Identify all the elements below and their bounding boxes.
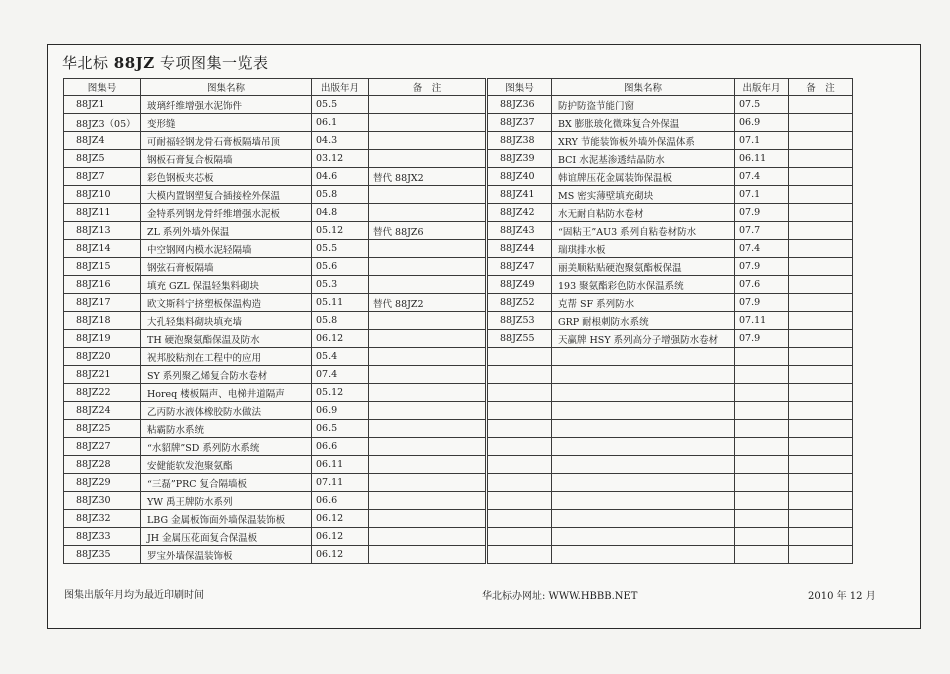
table-row <box>64 96 486 114</box>
column-header-name: 图集名称 <box>141 79 312 96</box>
cell-name: MS 密实薄壁填充砌块 <box>552 186 735 204</box>
table-row <box>64 276 486 294</box>
cell-name <box>552 510 735 528</box>
table-row <box>64 492 486 510</box>
cell-name: 祝邦胶粘剂在工程中的应用 <box>141 348 312 366</box>
cell-note <box>369 312 486 330</box>
table-row <box>64 438 486 456</box>
cell-name <box>552 438 735 456</box>
cell-name: 中空钢网内模水泥轻隔墙 <box>141 240 312 258</box>
table-row <box>64 402 486 420</box>
cell-year: 06.5 <box>312 420 369 438</box>
table-row <box>488 510 853 528</box>
cell-note <box>369 276 486 294</box>
cell-code: 88JZ39 <box>488 150 552 168</box>
cell-year: 06.12 <box>312 528 369 546</box>
cell-note <box>789 384 853 402</box>
cell-note <box>369 456 486 474</box>
cell-name: BCI 水泥基渗透结晶防水 <box>552 150 735 168</box>
cell-code: 88JZ20 <box>64 348 141 366</box>
table-row <box>488 456 853 474</box>
cell-name: BX 膨胀玻化微珠复合外保温 <box>552 114 735 132</box>
cell-year: 06.12 <box>312 510 369 528</box>
table-row <box>64 420 486 438</box>
cell-year: 06.12 <box>312 330 369 348</box>
table-row <box>64 366 486 384</box>
table-row <box>64 528 486 546</box>
cell-name <box>552 474 735 492</box>
cell-note: 替代 88JX2 <box>369 168 486 186</box>
cell-year: 05.11 <box>312 294 369 312</box>
cell-note <box>789 510 853 528</box>
cell-note <box>789 186 853 204</box>
cell-note <box>369 492 486 510</box>
cell-name: 克帮 SF 系列防水 <box>552 294 735 312</box>
cell-code <box>488 492 552 510</box>
cell-name: 钢板石膏复合板隔墙 <box>141 150 312 168</box>
table-header-row <box>64 79 486 96</box>
cell-note <box>369 384 486 402</box>
cell-code: 88JZ13 <box>64 222 141 240</box>
cell-year: 06.11 <box>735 150 789 168</box>
cell-name: 193 聚氨酯彩色防水保温系统 <box>552 276 735 294</box>
table-row <box>64 168 486 186</box>
cell-note <box>789 258 853 276</box>
cell-note <box>369 546 486 564</box>
cell-year <box>735 456 789 474</box>
cell-note <box>789 150 853 168</box>
cell-year <box>735 510 789 528</box>
cell-year: 06.6 <box>312 492 369 510</box>
cell-name <box>552 492 735 510</box>
cell-note <box>789 366 853 384</box>
cell-code: 88JZ41 <box>488 186 552 204</box>
cell-name: 大孔轻集料砌块填充墙 <box>141 312 312 330</box>
table-row <box>64 330 486 348</box>
cell-year: 07.11 <box>735 312 789 330</box>
footer-website: 华北标办网址: WWW.HBBB.NET <box>482 591 638 602</box>
cell-year: 05.6 <box>312 258 369 276</box>
cell-name: 丽美顺粘贴硬泡聚氨酯板保温 <box>552 258 735 276</box>
table-row <box>488 366 853 384</box>
cell-note <box>369 150 486 168</box>
cell-year: 06.12 <box>312 546 369 564</box>
cell-code: 88JZ52 <box>488 294 552 312</box>
cell-name: 粘霸防水系统 <box>141 420 312 438</box>
table-row <box>64 186 486 204</box>
cell-year: 07.11 <box>312 474 369 492</box>
cell-year: 07.1 <box>735 132 789 150</box>
left-table-body <box>64 96 486 564</box>
cell-code: 88JZ1 <box>64 96 141 114</box>
cell-note <box>789 240 853 258</box>
cell-year <box>735 348 789 366</box>
table-row <box>64 294 486 312</box>
table-row <box>488 240 853 258</box>
cell-code: 88JZ3（05） <box>64 114 141 132</box>
cell-note <box>369 240 486 258</box>
cell-name <box>552 528 735 546</box>
cell-name: LBG 金属板饰面外墙保温装饰板 <box>141 510 312 528</box>
cell-year <box>735 492 789 510</box>
table-row <box>488 330 853 348</box>
cell-name: ZL 系列外墙外保温 <box>141 222 312 240</box>
cell-code <box>488 384 552 402</box>
cell-year: 07.7 <box>735 222 789 240</box>
cell-code: 88JZ5 <box>64 150 141 168</box>
table-row <box>64 258 486 276</box>
cell-name: 韩谊牌压花金属装饰保温板 <box>552 168 735 186</box>
table-row <box>64 384 486 402</box>
left-catalog-table <box>63 78 486 564</box>
table-row <box>488 420 853 438</box>
cell-note <box>789 96 853 114</box>
table-row <box>64 348 486 366</box>
cell-year: 05.8 <box>312 312 369 330</box>
cell-name: 防护防盗节能门窗 <box>552 96 735 114</box>
table-row <box>488 384 853 402</box>
cell-name: 罗宝外墙保温装饰板 <box>141 546 312 564</box>
table-row <box>64 150 486 168</box>
cell-year: 03.12 <box>312 150 369 168</box>
table-row <box>488 150 853 168</box>
cell-note <box>789 222 853 240</box>
cell-note <box>789 168 853 186</box>
table-row <box>64 546 486 564</box>
cell-year <box>735 420 789 438</box>
cell-code <box>488 474 552 492</box>
cell-note <box>789 456 853 474</box>
cell-code: 88JZ40 <box>488 168 552 186</box>
cell-name: GRP 耐根刺防水系统 <box>552 312 735 330</box>
cell-code <box>488 366 552 384</box>
table-row <box>488 492 853 510</box>
cell-code: 88JZ25 <box>64 420 141 438</box>
cell-year <box>735 366 789 384</box>
table-row <box>488 312 853 330</box>
cell-year: 07.1 <box>735 186 789 204</box>
cell-note <box>369 366 486 384</box>
cell-code: 88JZ43 <box>488 222 552 240</box>
cell-name: YW 禹王牌防水系列 <box>141 492 312 510</box>
table-row <box>64 240 486 258</box>
cell-code: 88JZ11 <box>64 204 141 222</box>
cell-note <box>369 186 486 204</box>
cell-year: 07.4 <box>735 168 789 186</box>
cell-name: 金特系列钢龙骨纤维增强水泥板 <box>141 204 312 222</box>
cell-note <box>369 204 486 222</box>
cell-code <box>488 510 552 528</box>
cell-name: 天赢牌 HSY 系列高分子增强防水卷材 <box>552 330 735 348</box>
cell-name <box>552 384 735 402</box>
column-header-code: 图集号 <box>64 79 141 96</box>
cell-code: 88JZ35 <box>64 546 141 564</box>
cell-name: 彩色钢板夹芯板 <box>141 168 312 186</box>
cell-note <box>369 348 486 366</box>
cell-code: 88JZ53 <box>488 312 552 330</box>
cell-year: 05.4 <box>312 348 369 366</box>
cell-year: 06.9 <box>735 114 789 132</box>
cell-code: 88JZ47 <box>488 258 552 276</box>
cell-name: 水无耐自粘防水卷材 <box>552 204 735 222</box>
table-header-row <box>488 79 853 96</box>
cell-code: 88JZ14 <box>64 240 141 258</box>
cell-note <box>369 528 486 546</box>
cell-code: 88JZ32 <box>64 510 141 528</box>
cell-code: 88JZ28 <box>64 456 141 474</box>
table-row <box>64 474 486 492</box>
cell-note <box>789 294 853 312</box>
cell-name: 大模内置钢塑复合插接栓外保温 <box>141 186 312 204</box>
cell-code: 88JZ4 <box>64 132 141 150</box>
cell-year: 07.9 <box>735 258 789 276</box>
cell-note <box>789 132 853 150</box>
cell-year: 05.12 <box>312 384 369 402</box>
footer-date: 2010 年 12 月 <box>808 591 876 602</box>
table-row <box>488 186 853 204</box>
table-row <box>488 204 853 222</box>
cell-code <box>488 438 552 456</box>
cell-year: 05.3 <box>312 276 369 294</box>
cell-note <box>789 330 853 348</box>
cell-note <box>369 510 486 528</box>
cell-year <box>735 528 789 546</box>
table-row <box>488 546 853 564</box>
cell-note: 替代 88JZ6 <box>369 222 486 240</box>
cell-year: 07.9 <box>735 204 789 222</box>
cell-code: 88JZ38 <box>488 132 552 150</box>
table-row <box>488 438 853 456</box>
cell-code: 88JZ36 <box>488 96 552 114</box>
right-catalog-table <box>487 78 853 564</box>
cell-code <box>488 420 552 438</box>
cell-name: 欧文斯科宁挤塑板保温构造 <box>141 294 312 312</box>
cell-code: 88JZ37 <box>488 114 552 132</box>
cell-year: 05.12 <box>312 222 369 240</box>
cell-code: 88JZ44 <box>488 240 552 258</box>
cell-note <box>789 348 853 366</box>
cell-note <box>789 492 853 510</box>
cell-code: 88JZ18 <box>64 312 141 330</box>
cell-code: 88JZ10 <box>64 186 141 204</box>
cell-year: 05.8 <box>312 186 369 204</box>
cell-year: 05.5 <box>312 96 369 114</box>
table-row <box>488 276 853 294</box>
cell-year: 04.6 <box>312 168 369 186</box>
cell-year <box>735 474 789 492</box>
cell-year: 07.4 <box>735 240 789 258</box>
cell-year: 06.9 <box>312 402 369 420</box>
cell-code: 88JZ7 <box>64 168 141 186</box>
cell-year: 07.9 <box>735 294 789 312</box>
footnote-print-date: 图集出版年月均为最近印刷时间 <box>64 590 204 601</box>
cell-name: SY 系列聚乙烯复合防水卷材 <box>141 366 312 384</box>
cell-code: 88JZ30 <box>64 492 141 510</box>
cell-name: “三磊”PRC 复合隔墙板 <box>141 474 312 492</box>
cell-year: 07.4 <box>312 366 369 384</box>
cell-name: 瑞琪排水板 <box>552 240 735 258</box>
cell-name: 填充 GZL 保温轻集料砌块 <box>141 276 312 294</box>
cell-code <box>488 402 552 420</box>
cell-code: 88JZ49 <box>488 276 552 294</box>
column-header-note: 备 注 <box>789 79 853 96</box>
column-header-note: 备 注 <box>369 79 486 96</box>
right-table-body <box>488 96 853 564</box>
cell-note <box>789 276 853 294</box>
cell-year: 07.9 <box>735 330 789 348</box>
table-row <box>488 348 853 366</box>
cell-name: 乙丙防水液体橡胶防水做法 <box>141 402 312 420</box>
cell-name: “固粘王”AU3 系列自粘卷材防水 <box>552 222 735 240</box>
cell-note <box>789 546 853 564</box>
table-row <box>488 402 853 420</box>
cell-note <box>369 474 486 492</box>
cell-year: 06.6 <box>312 438 369 456</box>
cell-note <box>789 312 853 330</box>
cell-year <box>735 402 789 420</box>
cell-note: 替代 88JZ2 <box>369 294 486 312</box>
table-row <box>64 132 486 150</box>
column-header-year: 出版年月 <box>312 79 369 96</box>
column-header-code: 图集号 <box>488 79 552 96</box>
cell-note <box>789 402 853 420</box>
cell-note <box>789 114 853 132</box>
cell-code: 88JZ55 <box>488 330 552 348</box>
table-row <box>488 294 853 312</box>
cell-year: 04.8 <box>312 204 369 222</box>
cell-year: 05.5 <box>312 240 369 258</box>
cell-name: JH 金属压花面复合保温板 <box>141 528 312 546</box>
cell-note <box>789 420 853 438</box>
table-row <box>488 528 853 546</box>
cell-code <box>488 546 552 564</box>
cell-note <box>369 132 486 150</box>
cell-note <box>369 114 486 132</box>
page-title: 华北标 88JZ 专项图集一览表 <box>62 54 269 72</box>
cell-year: 07.6 <box>735 276 789 294</box>
table-row <box>488 114 853 132</box>
cell-year <box>735 384 789 402</box>
cell-code: 88JZ24 <box>64 402 141 420</box>
cell-note <box>369 330 486 348</box>
cell-name <box>552 402 735 420</box>
cell-name: 安健能软发泡聚氨酯 <box>141 456 312 474</box>
cell-year: 07.5 <box>735 96 789 114</box>
cell-note <box>369 258 486 276</box>
table-row <box>64 114 486 132</box>
cell-code: 88JZ33 <box>64 528 141 546</box>
table-row <box>488 474 853 492</box>
cell-note <box>789 528 853 546</box>
cell-code: 88JZ21 <box>64 366 141 384</box>
cell-code: 88JZ42 <box>488 204 552 222</box>
table-row <box>488 222 853 240</box>
table-row <box>488 96 853 114</box>
table-row <box>64 456 486 474</box>
cell-note <box>369 420 486 438</box>
table-row <box>64 312 486 330</box>
cell-code <box>488 528 552 546</box>
column-header-year: 出版年月 <box>735 79 789 96</box>
cell-name <box>552 348 735 366</box>
cell-code: 88JZ29 <box>64 474 141 492</box>
cell-name: TH 硬泡聚氨酯保温及防水 <box>141 330 312 348</box>
cell-code: 88JZ19 <box>64 330 141 348</box>
cell-name: “水貂牌”SD 系列防水系统 <box>141 438 312 456</box>
cell-note <box>789 474 853 492</box>
table-row <box>64 204 486 222</box>
cell-name: 变形缝 <box>141 114 312 132</box>
cell-code <box>488 456 552 474</box>
table-row <box>488 132 853 150</box>
table-row <box>488 168 853 186</box>
cell-name <box>552 456 735 474</box>
cell-code: 88JZ22 <box>64 384 141 402</box>
column-header-name: 图集名称 <box>552 79 735 96</box>
cell-name <box>552 546 735 564</box>
cell-year <box>735 438 789 456</box>
cell-note <box>369 402 486 420</box>
cell-note <box>369 96 486 114</box>
cell-name <box>552 420 735 438</box>
cell-code: 88JZ15 <box>64 258 141 276</box>
cell-note <box>369 438 486 456</box>
cell-code: 88JZ27 <box>64 438 141 456</box>
cell-year: 04.3 <box>312 132 369 150</box>
cell-year <box>735 546 789 564</box>
cell-name: 玻璃纤维增强水泥饰件 <box>141 96 312 114</box>
cell-name: XRY 节能装饰板外墙外保温体系 <box>552 132 735 150</box>
table-row <box>64 222 486 240</box>
cell-code: 88JZ17 <box>64 294 141 312</box>
table-row <box>488 258 853 276</box>
cell-note <box>789 204 853 222</box>
cell-name: 钢弦石膏板隔墙 <box>141 258 312 276</box>
cell-name <box>552 366 735 384</box>
cell-code <box>488 348 552 366</box>
table-row <box>64 510 486 528</box>
cell-year: 06.1 <box>312 114 369 132</box>
cell-note <box>789 438 853 456</box>
cell-year: 06.11 <box>312 456 369 474</box>
cell-name: 可耐福轻钢龙骨石膏板隔墙吊顶 <box>141 132 312 150</box>
cell-name: Horeq 楼板隔声、电梯井道隔声 <box>141 384 312 402</box>
cell-code: 88JZ16 <box>64 276 141 294</box>
